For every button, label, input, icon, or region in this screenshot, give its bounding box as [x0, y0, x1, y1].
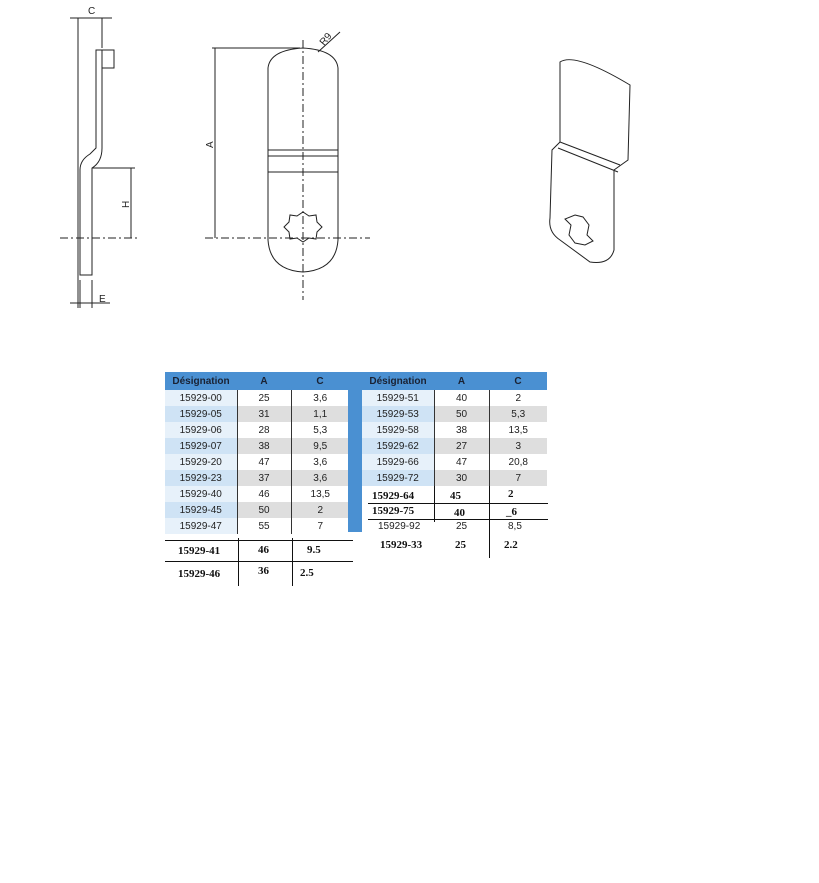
table-divider-bar [348, 372, 362, 532]
table-row: 15929-00 25 3,6 [165, 390, 349, 406]
table-row: 15929-05 31 1,1 [165, 406, 349, 422]
hand-line [292, 538, 293, 586]
hand-designation: 15929-75 [372, 505, 415, 517]
header-designation: Désignation [362, 372, 434, 390]
isometric-view [550, 60, 630, 263]
hand-c: 2.2 [504, 539, 518, 551]
hand-a: 40 [454, 507, 465, 519]
dim-c-label: C [88, 6, 96, 17]
dim-e-label: E [99, 294, 106, 305]
hand-line [368, 503, 548, 504]
dim-h-label: H [121, 200, 132, 208]
table-row: 15929-06 28 5,3 [165, 422, 349, 438]
hand-designation: 15929-64 [372, 490, 415, 502]
hand-c: 2.5 [300, 567, 314, 579]
table-row: 15929-40 46 13,5 [165, 486, 349, 502]
table-row: 15929-07 38 9,5 [165, 438, 349, 454]
dim-r9-label: R9 [317, 31, 335, 48]
hand-a: 45 [450, 490, 461, 502]
hand-a: 36 [258, 565, 269, 577]
table-row-15929-92: 15929-92 25 8,5 [378, 521, 522, 532]
table-row: 15929-45 50 2 [165, 502, 349, 518]
table-row: 15929-62 27 3 [362, 438, 547, 454]
table-row: 15929-47 55 7 [165, 518, 349, 534]
designation-table-left [165, 372, 349, 534]
hand-c: _6 [506, 506, 517, 518]
table-row: 15929-72 30 7 [362, 470, 547, 486]
hand-a: 46 [258, 544, 269, 556]
designation-table-right [362, 372, 547, 486]
table-row: 15929-53 50 5,3 [362, 406, 547, 422]
hand-c: 2 [508, 488, 514, 500]
table-row: 15929-66 47 20,8 [362, 454, 547, 470]
table-row: 15929-23 37 3,6 [165, 470, 349, 486]
hand-designation: 15929-46 [178, 568, 221, 580]
header-designation: Désignation [165, 372, 237, 390]
hand-line [165, 561, 353, 562]
table-row: 15929-51 40 2 [362, 390, 547, 406]
hand-line [434, 486, 435, 522]
header-a: A [237, 372, 291, 390]
header-a: A [434, 372, 489, 390]
hand-line [368, 519, 548, 520]
front-view [205, 32, 370, 300]
hand-c: 9.5 [307, 544, 321, 556]
hand-designation: 15929-33 [380, 539, 423, 551]
hand-a: 25 [455, 539, 466, 551]
hand-line [238, 538, 239, 586]
dim-a-label: A [205, 141, 216, 148]
header-c: C [291, 372, 349, 390]
technical-drawing [0, 0, 819, 340]
table-row: 15929-58 38 13,5 [362, 422, 547, 438]
header-c: C [489, 372, 547, 390]
table-row: 15929-20 47 3,6 [165, 454, 349, 470]
side-view [60, 18, 140, 308]
hand-designation: 15929-41 [178, 545, 221, 557]
hand-line [165, 540, 353, 541]
